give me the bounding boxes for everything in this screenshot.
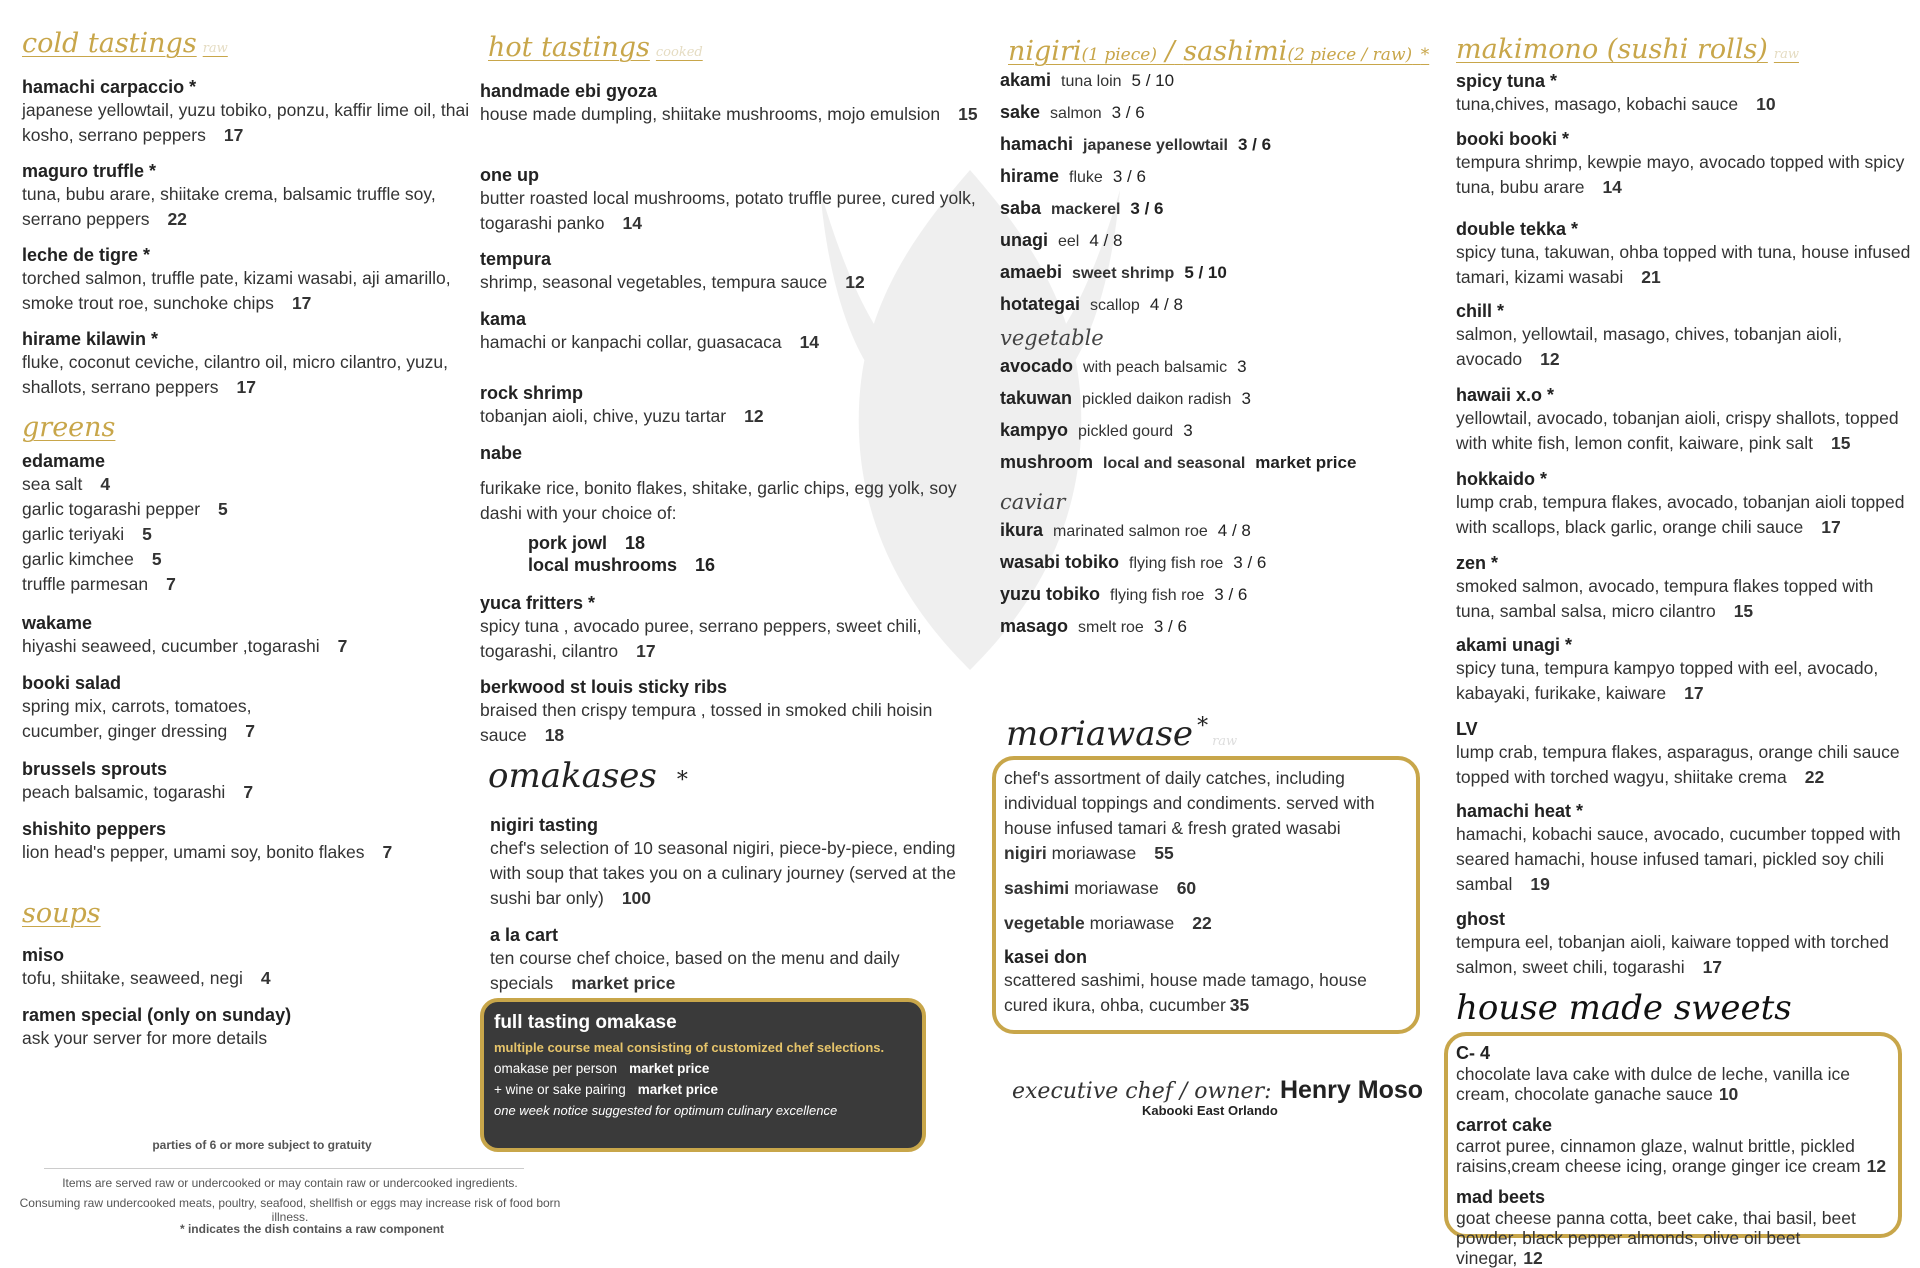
item-description: tuna,chives, masago, kobachi sauce 10 [1456, 94, 1776, 114]
item-description: pickled gourd [1078, 423, 1174, 440]
menu-row [1000, 166, 1146, 187]
menu-row [1000, 520, 1251, 541]
item-name: LV [1456, 719, 1478, 739]
menu-item [1456, 218, 1916, 290]
menu-item: wakame hiyashi seaweed, cucumber ,togarashi 7 [22, 613, 348, 656]
menu-row [1000, 134, 1271, 155]
menu-item: berkwood st louis sticky ribs braised then crispy tempura , tossed in smoked chili hoisin sauce 18 [480, 677, 933, 745]
menu-row [1000, 552, 1266, 573]
item-name: spicy tuna * [1456, 71, 1558, 91]
menu-item-nabe: nabe furikake rice, bonito flakes, shitake, garlic chips, egg yolk, soy dashi with your choice of: pork jowl 18 local mushrooms 16 [480, 443, 957, 575]
menu-item: kama hamachi or kanpachi collar, guasacaca 14 [480, 309, 820, 352]
item-name: amaebi [1000, 262, 1063, 282]
item-price: 3 / 6 [1214, 585, 1248, 604]
caviar-subheading: caviar [1000, 490, 1066, 514]
menu-item [1456, 300, 1916, 372]
menu-item: nigiri tasting chef's selection of 10 seasonal nigiri, piece-by-piece, ending with soup that takes you on a culinary journey (served at the sushi bar only) 100 [490, 815, 956, 908]
menu-item: one up butter roasted local mushrooms, potato truffle puree, cured yolk, togarashi panko 14 [480, 165, 976, 233]
menu-row [1000, 230, 1122, 251]
menu-row [1000, 420, 1193, 441]
item-name: yuzu tobiko [1000, 584, 1100, 604]
item-name: avocado [1000, 356, 1074, 376]
menu-row [1000, 294, 1183, 315]
item-name: hamachi [1000, 134, 1074, 154]
item-price: 3 [1183, 421, 1193, 440]
menu-row [1000, 102, 1145, 123]
item-description: sweet shrimp [1072, 265, 1175, 282]
item-name: chill * [1456, 301, 1505, 321]
item-description: salmon, yellowtail, masago, chives, tobanjan aioli, avocado 12 [1456, 324, 1843, 369]
menu-item: leche de tigre * torched salmon, truffle pate, kizami wasabi, aji amarillo, smoke trout roe, sunchoke chips 17 [22, 245, 451, 313]
cold-tastings-heading: cold tastings raw [22, 28, 228, 59]
raw-component-note: * indicates the dish contains a raw component [179, 1222, 445, 1236]
item-description: smoked salmon, avocado, tempura flakes topped with tuna, sambal salsa, micro cilantro 15 [1456, 576, 1874, 621]
full-tasting-omakase-box: full tasting omakase multiple course meal consisting of customized chef selections. omakase per person market price + wine or sake pairing market price one week notice suggested for optimum culinary excellence [480, 998, 926, 1152]
item-name: unagi [1000, 230, 1048, 250]
menu-item: handmade ebi gyoza house made dumpling, shiitake mushrooms, mojo emulsion 15 [480, 81, 978, 124]
hot-tastings-heading: hot tastings cooked [488, 32, 703, 63]
menu-row [1000, 262, 1227, 283]
item-price: 3 [1241, 389, 1251, 408]
makimono-heading: makimono (sushi rolls) raw [1456, 34, 1799, 65]
item-description: local and seasonal [1103, 455, 1246, 472]
menu-row [1000, 70, 1174, 91]
item-name: akami [1000, 70, 1052, 90]
item-description: tempura shrimp, kewpie mayo, avocado topped with spicy tuna, bubu arare 14 [1456, 152, 1905, 197]
omakases-heading: omakases * [488, 756, 688, 796]
item-description: spicy tuna, takuwan, ohba topped with tuna, house infused tamari, kizami wasabi 21 [1456, 242, 1911, 287]
menu-item [1456, 70, 1916, 117]
item-price: 3 / 6 [1237, 135, 1272, 154]
menu-item: rock shrimp tobanjan aioli, chive, yuzu tartar 12 [480, 383, 764, 426]
menu-item: ramen special (only on sunday) ask your server for more details [22, 1005, 292, 1048]
item-name: wasabi tobiko [1000, 552, 1120, 572]
item-name: double tekka * [1456, 219, 1579, 239]
item-price: 4 / 8 [1149, 295, 1183, 314]
item-name: hotategai [1000, 294, 1081, 314]
menu-item: yuca fritters * spicy tuna , avocado puree, serrano peppers, sweet chili, togarashi, cilantro 17 [480, 593, 922, 661]
chef-signature: executive chef / owner: Henry Moso Kabooki East Orlando [1012, 1076, 1424, 1118]
item-description: yellowtail, avocado, tobanjan aioli, crispy shallots, topped with white fish, lemon confit, kaiware, pink salt 15 [1456, 408, 1899, 453]
item-description: flying fish roe [1110, 587, 1205, 604]
menu-row [1000, 356, 1247, 377]
item-description: scallop [1090, 297, 1140, 314]
menu-item: tempura shrimp, seasonal vegetables, tempura sauce 12 [480, 249, 865, 292]
item-name: akami unagi * [1456, 635, 1573, 655]
house-made-sweets-heading: house made sweets [1456, 988, 1792, 1028]
item-price: 3 / 6 [1111, 103, 1145, 122]
item-price: 3 [1237, 357, 1247, 376]
item-name: mushroom [1000, 452, 1094, 472]
item-name: ghost [1456, 909, 1505, 929]
item-name: saba [1000, 198, 1042, 218]
item-price: 4 / 8 [1217, 521, 1251, 540]
item-description: flying fish roe [1129, 555, 1224, 572]
item-name: hawaii x.o * [1456, 385, 1555, 405]
menu-item [1456, 384, 1916, 456]
item-price: 5 / 10 [1184, 263, 1227, 282]
item-name: masago [1000, 616, 1069, 636]
item-name: hokkaido * [1456, 469, 1548, 489]
menu-item [1456, 468, 1916, 540]
item-name: takuwan [1000, 388, 1073, 408]
item-name: sake [1000, 102, 1041, 122]
moriawase-box: chef's assortment of daily catches, including individual toppings and condiments. served with house infused tamari & fresh grated wasabi nigiri moriawase 55 sashimi moriawase 60 vegetable moriawase 22 kasei don scattered sashimi, house made tamago, house cured ikura, ohba, cucumber 35 [992, 756, 1420, 1034]
item-description: tuna loin [1061, 73, 1122, 90]
menu-item [1456, 718, 1916, 790]
menu-item: shishito peppers lion head's pepper, umami soy, bonito flakes 7 [22, 819, 393, 862]
item-name: kampyo [1000, 420, 1069, 440]
menu-item: maguro truffle * tuna, bubu arare, shiitake crema, balsamic truffle soy, serrano peppers 22 [22, 161, 436, 229]
item-description: marinated salmon roe [1053, 523, 1208, 540]
menu-item [1456, 634, 1916, 706]
item-description: fluke [1069, 169, 1103, 186]
item-name: hirame [1000, 166, 1060, 186]
item-description: lump crab, tempura flakes, asparagus, orange chili sauce topped with torched wagyu, shiitake crema 22 [1456, 742, 1900, 787]
item-description: with peach balsamic [1083, 359, 1228, 376]
menu-item [1456, 128, 1916, 200]
vegetable-subheading: vegetable [1000, 326, 1104, 350]
menu-item [1456, 908, 1916, 980]
item-price: 3 / 6 [1112, 167, 1146, 186]
item-description: tempura eel, tobanjan aioli, kaiware topped with torched salmon, sweet chili, togarashi 17 [1456, 932, 1889, 977]
item-name: zen * [1456, 553, 1499, 573]
item-name: hamachi heat * [1456, 801, 1584, 821]
menu-row [1000, 198, 1164, 219]
nigiri-sashimi-heading: nigiri(1 piece) / sashimi(2 piece / raw) * [1008, 36, 1430, 67]
item-description: salmon [1050, 105, 1102, 122]
menu-item: hamachi carpaccio * japanese yellowtail, yuzu tobiko, ponzu, kaffir lime oil, thai kosho, serrano peppers 17 [22, 77, 470, 145]
moriawase-heading: moriawase *raw [1006, 714, 1238, 754]
divider [44, 1168, 524, 1169]
item-description: spicy tuna, tempura kampyo topped with eel, avocado, kabayaki, furikake, kaiware 17 [1456, 658, 1879, 703]
menu-row [1000, 452, 1356, 473]
item-description: smelt roe [1078, 619, 1144, 636]
item-description: pickled daikon radish [1082, 391, 1232, 408]
menu-item [1456, 552, 1916, 624]
menu-item: brussels sprouts peach balsamic, togarashi 7 [22, 759, 254, 802]
menu-row [1000, 616, 1187, 637]
menu-row [1000, 584, 1247, 605]
item-price: 5 / 10 [1131, 71, 1175, 90]
item-price: 4 / 8 [1089, 231, 1123, 250]
menu-item: booki salad spring mix, carrots, tomatoes, cucumber, ginger dressing 7 [22, 673, 255, 741]
item-name: booki booki * [1456, 129, 1570, 149]
menu-item: hirame kilawin * fluke, coconut ceviche, cilantro oil, micro cilantro, yuzu, shallots, serrano peppers 17 [22, 329, 449, 397]
item-description: eel [1058, 233, 1080, 250]
item-price: 3 / 6 [1153, 617, 1187, 636]
item-description: mackerel [1051, 201, 1121, 218]
menu-row [1000, 388, 1251, 409]
menu-item: a la cart ten course chef choice, based on the menu and daily specials market price [490, 925, 900, 993]
raw-disclaimer: Items are served raw or undercooked or may contain raw or undercooked ingredients. Consuming raw undercooked meats, poultry, seafood, shellfish or eggs may increase risk of food born illness. [19, 1176, 561, 1224]
item-price: market price [1255, 453, 1357, 472]
item-price: 3 / 6 [1233, 553, 1267, 572]
greens-heading: greens [22, 412, 116, 443]
item-description: japanese yellowtail [1083, 137, 1228, 154]
sweets-box: C- 4 chocolate lava cake with dulce de leche, vanilla ice cream, chocolate ganache sauce 10 carrot cake carrot puree, cinnamon glaze, walnut brittle, pickled raisins,cream cheese icing, orange ginger ice cream 12 mad beets goat cheese panna cotta, beet cake, thai basil, beet powder, black pepper almonds, olive oil beet vinegar, 12 [1444, 1032, 1902, 1238]
menu-item-edamame: edamame sea salt 4 garlic togarashi pepper 5 garlic teriyaki 5 garlic kimchee 5 truffle parmesan 7 [22, 451, 228, 594]
soups-heading: soups [22, 898, 101, 929]
item-name: ikura [1000, 520, 1044, 540]
item-price: 3 / 6 [1130, 199, 1164, 218]
menu-item: miso tofu, shiitake, seaweed, negi 4 [22, 945, 271, 988]
item-description: lump crab, tempura flakes, avocado, tobanjan aioli topped with scallops, black garlic, orange chili sauce 17 [1456, 492, 1905, 537]
menu-item [1456, 800, 1916, 897]
item-description: hamachi, kobachi sauce, avocado, cucumber topped with seared hamachi, house infused tamari, pickled soy chili sambal 19 [1456, 824, 1901, 894]
gratuity-note: parties of 6 or more subject to gratuity [152, 1138, 372, 1152]
